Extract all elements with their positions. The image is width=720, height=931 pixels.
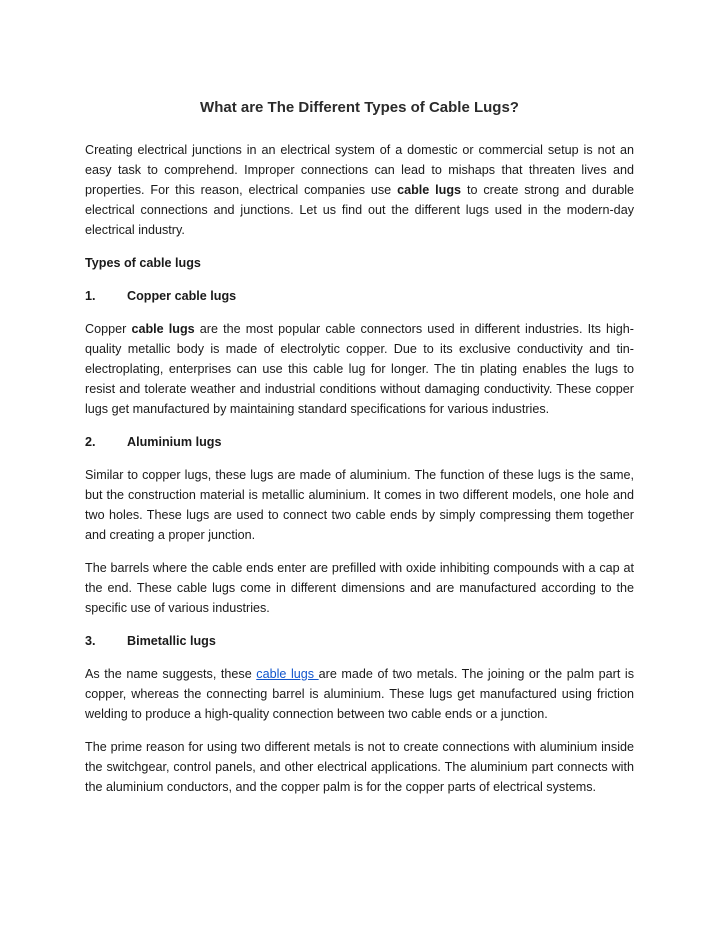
section-number: 1.	[85, 289, 96, 303]
section-heading-aluminium	[85, 432, 634, 452]
intro-text-1: Creating electrical junctions in an electrical system of a domestic or commercial setup is not an easy task to comprehend. Improper connections can lead to mishaps that threaten lives and properties. For this reason, electrical companies use	[85, 143, 634, 197]
copper-bold-term: cable lugs	[131, 322, 195, 336]
aluminium-paragraph-2: The barrels where the cable ends enter are prefilled with oxide inhibiting compounds with a cap at the end. These cable lugs come in different dimensions and are manufactured according to the specific use of various industries.	[85, 561, 634, 615]
document-page	[85, 98, 634, 810]
section-heading-bimetallic	[85, 631, 634, 651]
intro-text-2: to create strong and durable electrical connections and junctions. Let us find out the different lugs used in the modern-day electrical industry.	[85, 183, 635, 237]
cable-lugs-link[interactable]: cable lugs	[256, 667, 319, 681]
aluminium-paragraph-1: Similar to copper lugs, these lugs are made of aluminium. The function of these lugs is the same, but the construction material is metallic aluminium. It comes in two different models, one hole and two holes. These lugs are used to connect two cable ends by simply compressing them together and creating a proper junction.	[85, 468, 634, 542]
copper-text-2: are the most popular cable connectors used in different industries. Its high-quality metallic body is made of electrolytic copper. Due to its exclusive conductivity and tin-electroplating, enterprises can use this cable lug for longer. The tin plating enables the lugs to resist and tolerate weather and industrial conditions without damaging conductivity. These copper lugs get manufactured by maintaining standard specifications for various industries.	[85, 322, 635, 416]
section-number: 3.	[85, 634, 96, 648]
section-title: Aluminium lugs	[127, 435, 222, 449]
copper-paragraph	[85, 319, 634, 419]
bimetallic-text-2: are made of two metals. The joining or the palm part is copper, whereas the connecting barrel is aluminium. These lugs get manufactured using friction welding to produce a high-quality connection between two cable ends or a junction.	[85, 667, 634, 721]
section-heading-copper	[85, 286, 634, 306]
bimetallic-text-1: As the name suggests, these	[85, 667, 257, 681]
document-title: What are The Different Types of Cable Lugs?	[200, 99, 519, 116]
copper-text-1: Copper	[85, 322, 132, 336]
intro-bold-term: cable lugs	[397, 183, 462, 197]
bimetallic-paragraph-1	[85, 664, 634, 724]
section-title: Copper cable lugs	[127, 289, 237, 303]
bimetallic-paragraph-2: The prime reason for using two different metals is not to create connections with aluminium inside the switchgear, control panels, and other electrical applications. The aluminium part connects with the aluminium conductors, and the copper palm is for the copper parts of electrical systems.	[85, 740, 634, 794]
section-title: Bimetallic lugs	[127, 634, 216, 648]
section-number: 2.	[85, 435, 96, 449]
types-heading: Types of cable lugs	[85, 256, 201, 270]
intro-paragraph	[85, 140, 634, 240]
